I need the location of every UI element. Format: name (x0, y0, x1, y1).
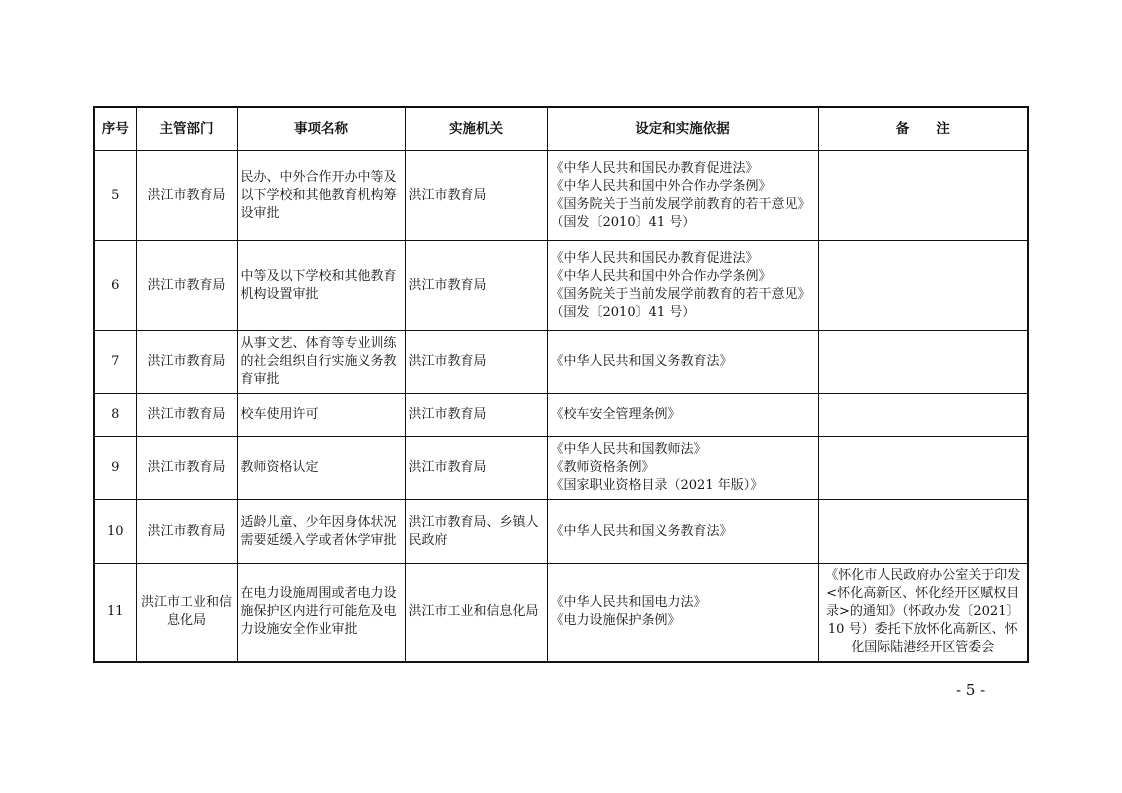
cell-seq: 11 (94, 564, 136, 662)
cell-dept: 洪江市教育局 (136, 151, 237, 241)
cell-dept: 洪江市工业和信息化局 (136, 564, 237, 662)
cell-item: 在电力设施周围或者电力设施保护区内进行可能危及电力设施安全作业审批 (237, 564, 405, 662)
table-header-row (94, 107, 1028, 151)
cell-item: 民办、中外合作开办中等及以下学校和其他教育机构筹设审批 (237, 151, 405, 241)
cell-item: 适龄儿童、少年因身体状况需要延缓入学或者休学审批 (237, 500, 405, 564)
cell-seq: 8 (94, 394, 136, 437)
basis-line: 《国家职业资格目录（2021 年版）》 (550, 478, 764, 493)
header-basis: 设定和实施依据 (547, 107, 818, 151)
header-notes: 备 注 (818, 107, 1028, 151)
approval-items-table (93, 106, 1029, 663)
cell-notes (818, 437, 1028, 500)
cell-seq: 6 (94, 241, 136, 331)
cell-agency: 洪江市教育局 (405, 394, 547, 437)
table-row (94, 151, 1028, 241)
table-row (94, 241, 1028, 331)
cell-notes (818, 151, 1028, 241)
table-row (94, 331, 1028, 394)
cell-basis (547, 331, 818, 394)
cell-seq: 5 (94, 151, 136, 241)
table-row (94, 394, 1028, 437)
basis-line: 《中华人民共和国民办教育促进法》 (550, 160, 759, 176)
basis-line: 《中华人民共和国教师法》 (550, 442, 707, 457)
table-row (94, 564, 1028, 662)
table-row (94, 500, 1028, 564)
basis-line: 《校车安全管理条例》 (550, 407, 681, 422)
cell-basis (547, 151, 818, 241)
cell-agency: 洪江市工业和信息化局 (405, 564, 547, 662)
cell-item: 中等及以下学校和其他教育机构设置审批 (237, 241, 405, 331)
cell-notes: 《怀化市人民政府办公室关于印发<怀化高新区、怀化经开区赋权目录>的通知》（怀政办发〔2021〕10 号）委托下放怀化高新区、怀化国际陆港经开区管委会 (818, 564, 1028, 662)
cell-dept: 洪江市教育局 (136, 241, 237, 331)
cell-agency: 洪江市教育局 (405, 241, 547, 331)
cell-seq: 9 (94, 437, 136, 500)
basis-line: 《教师资格条例》 (550, 460, 655, 475)
basis-line: 《中华人民共和国民办教育促进法》 (550, 250, 759, 266)
cell-dept: 洪江市教育局 (136, 394, 237, 437)
table-row (94, 437, 1028, 500)
page-number: - 5 - (956, 681, 986, 699)
cell-basis (547, 241, 818, 331)
cell-notes (818, 394, 1028, 437)
basis-line: 《中华人民共和国中外合作办学条例》 (550, 268, 772, 284)
cell-basis (547, 394, 818, 437)
header-item: 事项名称 (237, 107, 405, 151)
cell-agency: 洪江市教育局 (405, 437, 547, 500)
basis-line: 《中华人民共和国义务教育法》 (550, 354, 733, 369)
header-dept: 主管部门 (136, 107, 237, 151)
cell-basis (547, 437, 818, 500)
header-seq: 序号 (94, 107, 136, 151)
cell-agency: 洪江市教育局、乡镇人民政府 (405, 500, 547, 564)
cell-notes (818, 331, 1028, 394)
cell-notes (818, 241, 1028, 331)
header-agency: 实施机关 (405, 107, 547, 151)
cell-seq: 10 (94, 500, 136, 564)
basis-line: 《国务院关于当前发展学前教育的若干意见》（国发〔2010〕41 号） (550, 286, 811, 320)
basis-line: 《中华人民共和国中外合作办学条例》 (550, 178, 772, 194)
cell-basis (547, 500, 818, 564)
cell-dept: 洪江市教育局 (136, 331, 237, 394)
cell-agency: 洪江市教育局 (405, 331, 547, 394)
cell-dept: 洪江市教育局 (136, 437, 237, 500)
cell-agency: 洪江市教育局 (405, 151, 547, 241)
cell-seq: 7 (94, 331, 136, 394)
basis-line: 《中华人民共和国电力法》 (550, 595, 707, 611)
basis-line: 《中华人民共和国义务教育法》 (550, 523, 733, 539)
cell-item: 校车使用许可 (237, 394, 405, 437)
cell-notes (818, 500, 1028, 564)
cell-item: 教师资格认定 (237, 437, 405, 500)
cell-item: 从事文艺、体育等专业训练的社会组织自行实施义务教育审批 (237, 331, 405, 394)
cell-dept: 洪江市教育局 (136, 500, 237, 564)
basis-line: 《电力设施保护条例》 (550, 613, 681, 629)
basis-line: 《国务院关于当前发展学前教育的若干意见》（国发〔2010〕41 号） (550, 196, 811, 230)
cell-basis (547, 564, 818, 662)
